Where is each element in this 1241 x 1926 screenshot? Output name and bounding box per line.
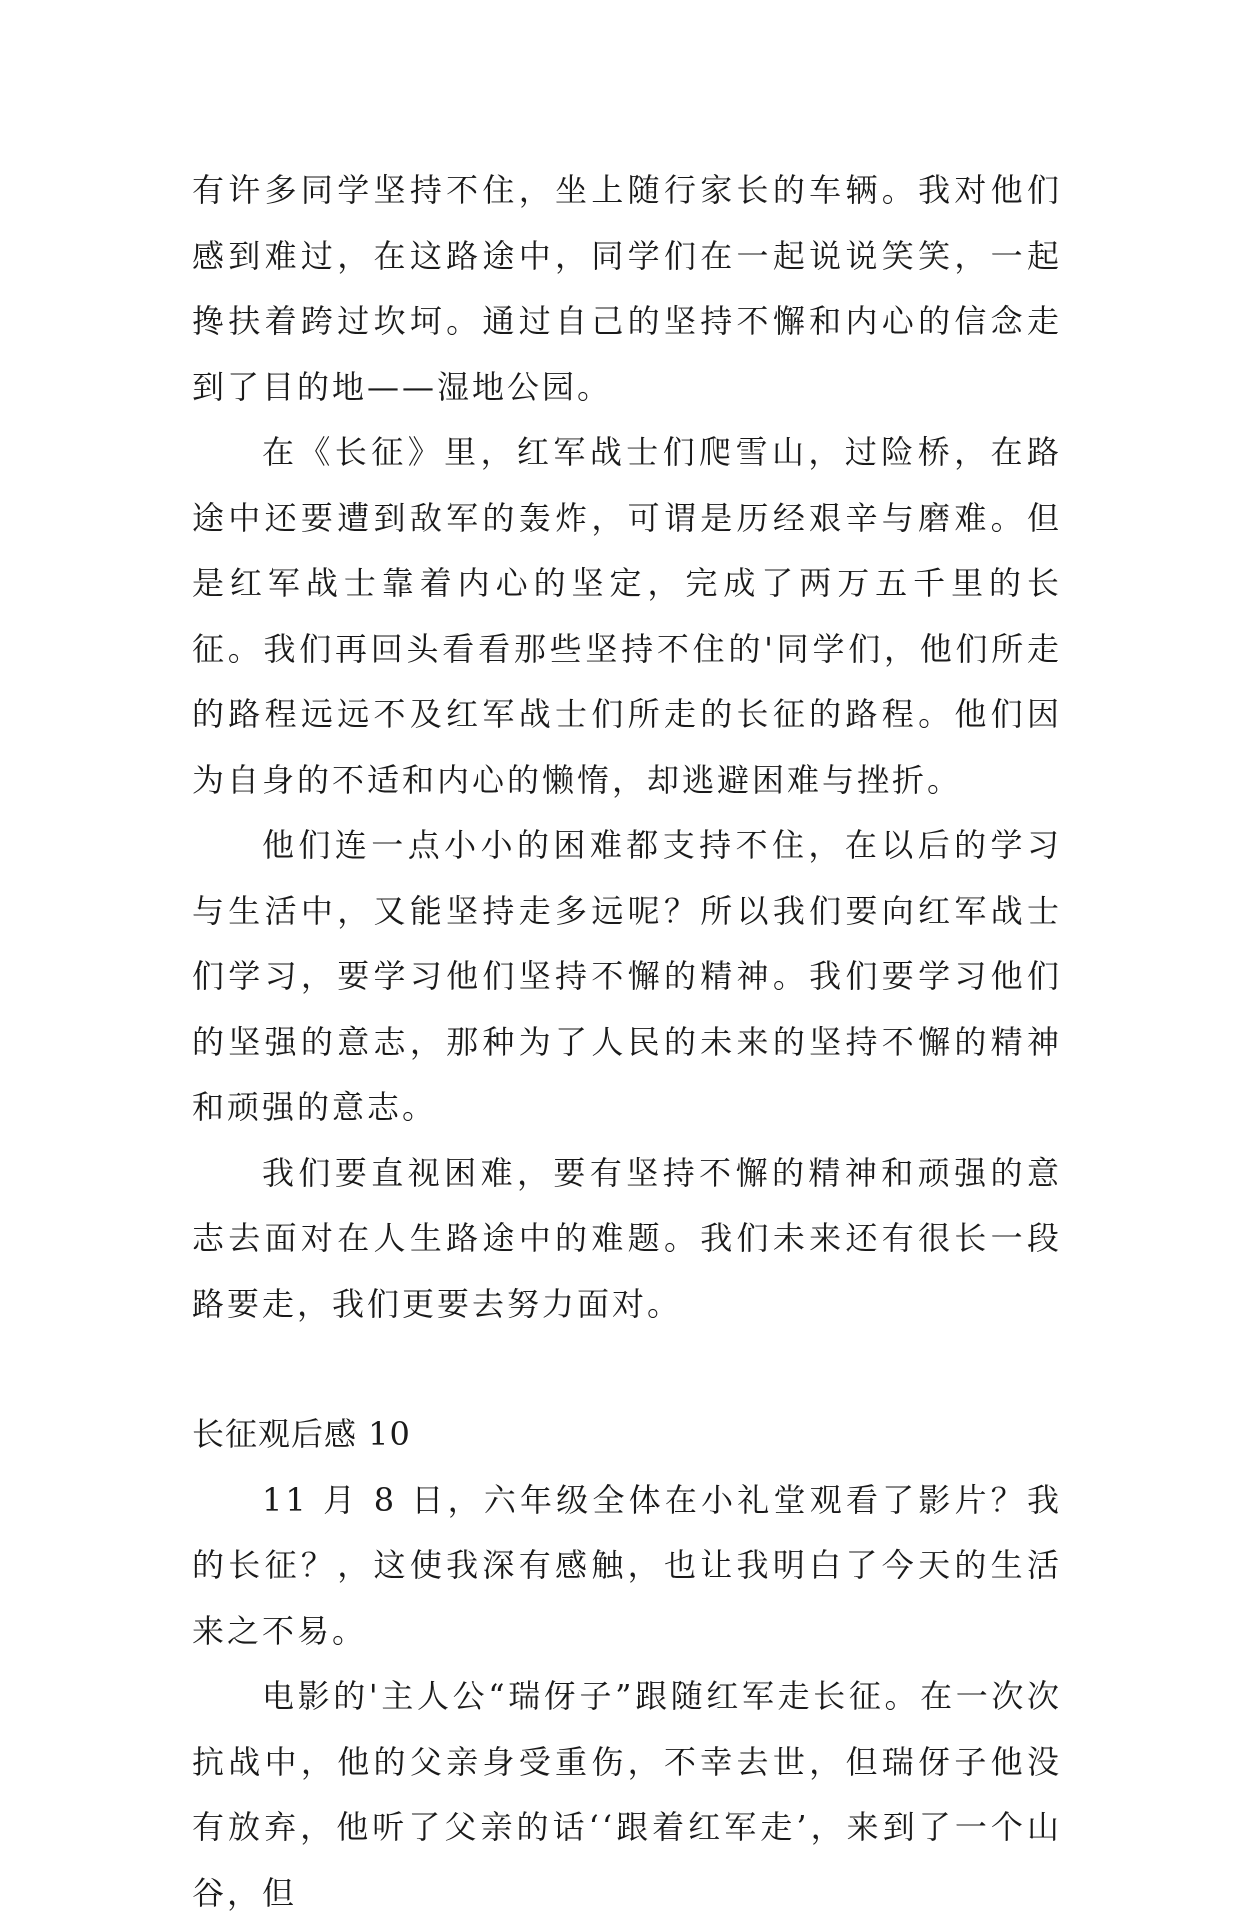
document-body xyxy=(192,158,1062,1926)
section-heading: 长征观后感 10 xyxy=(192,1415,411,1453)
paragraph-4: 我们要直视困难，要有坚持不懈的精神和顽强的意志去面对在人生路途中的难题。我们未来还有很长一段路要走，我们更要去努力面对。 xyxy=(192,1153,1062,1323)
paragraph-1: 有许多同学坚持不住，坐上随行家长的车辆。我对他们感到难过，在这路途中，同学们在一起说说笑笑，一起搀扶着跨过坎坷。通过自己的坚持不懈和内心的信念走到了目的地——湿地公园。 xyxy=(192,171,1062,406)
paragraph-2: 在《长征》里，红军战士们爬雪山，过险桥，在路途中还要遭到敌军的轰炸，可谓是历经艰辛与磨难。但是红军战士靠着内心的坚定，完成了两万五千里的长征。我们再回头看看那些坚持不住的'同学们，他们所走的路程远远不及红军战士们所走的长征的路程。他们因为自身的不适和内心的懒惰，却逃避困难与挫折。 xyxy=(192,433,1062,799)
paragraph-6: 电影的'主人公“瑞伢子”跟随红军走长征。在一次次抗战中，他的父亲身受重伤，不幸去世，但瑞伢子他没有放弃，他听了父亲的话‘‘跟着红军走’，来到了一个山谷，但 xyxy=(192,1677,1062,1912)
paragraph-5: 11 月 8 日，六年级全体在小礼堂观看了影片？我的长征？，这使我深有感触，也让我明白了今天的生活来之不易。 xyxy=(192,1480,1062,1650)
paragraph-3: 他们连一点小小的困难都支持不住，在以后的学习与生活中，又能坚持走多远呢？所以我们要向红军战士们学习，要学习他们坚持不懈的精神。我们要学习他们的坚强的意志，那种为了人民的未来的坚持不懈的精神和顽强的意志。 xyxy=(192,826,1062,1126)
